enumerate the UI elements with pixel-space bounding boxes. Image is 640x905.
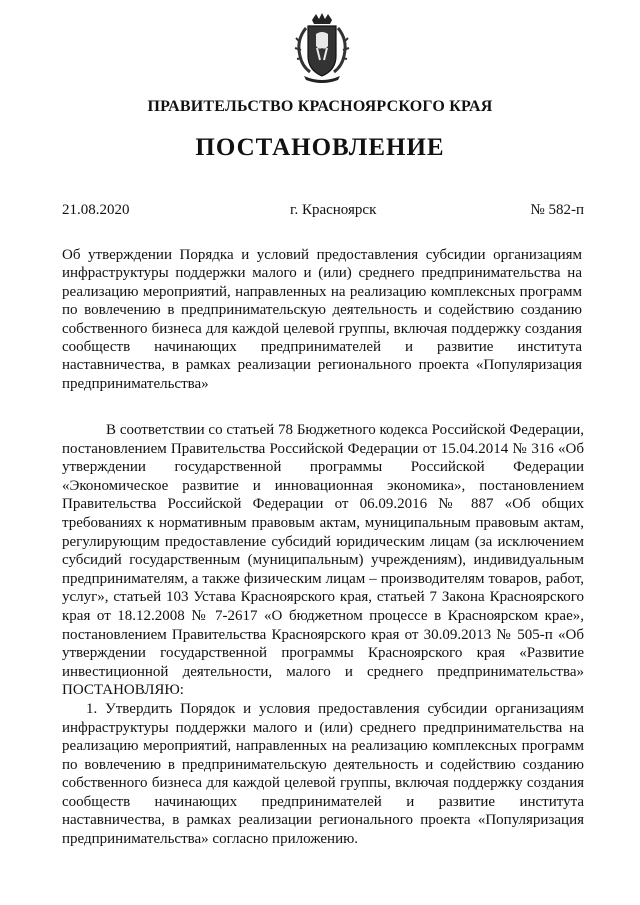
body-paragraph-item-1: 1. Утвердить Порядок и условия предоставления субсидии организациям инфраструктуры поддержки малого и (или) среднего предпринимательства на реализацию мероприятий, направленных на реализацию комплексных программ по вовлечению в предпринимательскую деятельность и содействию созданию собственного бизнеса для каждой целевой группы, включая поддержку создания сообществ начинающих предпринимателей и развитие института наставничества, в рамках реализации регионального проекта «Популяризация предпринимательства» согласно приложению. <box>62 700 584 848</box>
document-date: 21.08.2020 <box>62 202 130 218</box>
document-meta <box>62 202 584 222</box>
body-paragraph-preamble: В соответствии со статьей 78 Бюджетного кодекса Российской Федерации, постановлением Правительства Российской Федерации от 15.04.2014 № 316 «Об утверждении государственной программы Российской Федерации «Экономическое развитие и инновационная экономика», постановлением Правительства Российской Федерации от 06.09.2016 № 887 «Об общих требованиях к нормативным правовым актам, муниципальным правовым актам, регулирующим предоставление субсидий юридическим лицам (за исключением субсидий государственным (муниципальным) учреждениям), индивидуальным предпринимателям, а также физическим лицам – производителям товаров, работ, услуг», статьей 103 Устава Красноярского края, статьей 7 Закона Красноярского края от 18.12.2008 № 7-2617 «О бюджетном процессе в Красноярском крае», постановлением Правительства Красноярского края от 30.09.2013 № 505-п «Об утверждении государственной программы Красноярского края «Развитие инвестиционной деятельности, малого и среднего предпринимательства» ПОСТАНОВЛЯЮ: <box>62 422 584 699</box>
document-body <box>62 421 584 849</box>
document-city: г. Красноярск <box>290 202 377 218</box>
document-type-title: ПОСТАНОВЛЕНИЕ <box>195 134 445 161</box>
coat-of-arms-icon <box>292 12 352 84</box>
document-subject: Об утверждении Порядка и условий предоставления субсидии организациям инфраструктуры поддержки малого и (или) среднего предпринимательства на реализацию мероприятий, направленных на реализацию комплексных программ по вовлечению в предпринимательскую деятельность и содействию созданию собственного бизнеса для каждой целевой группы, включая поддержку создания сообществ начинающих предпринимателей и развитие института наставничества, в рамках реализации регионального проекта «Популяризация предпринимательства» <box>62 247 582 392</box>
issuing-authority: ПРАВИТЕЛЬСТВО КРАСНОЯРСКОГО КРАЯ <box>147 98 493 115</box>
document-number: № 582-п <box>530 202 584 218</box>
